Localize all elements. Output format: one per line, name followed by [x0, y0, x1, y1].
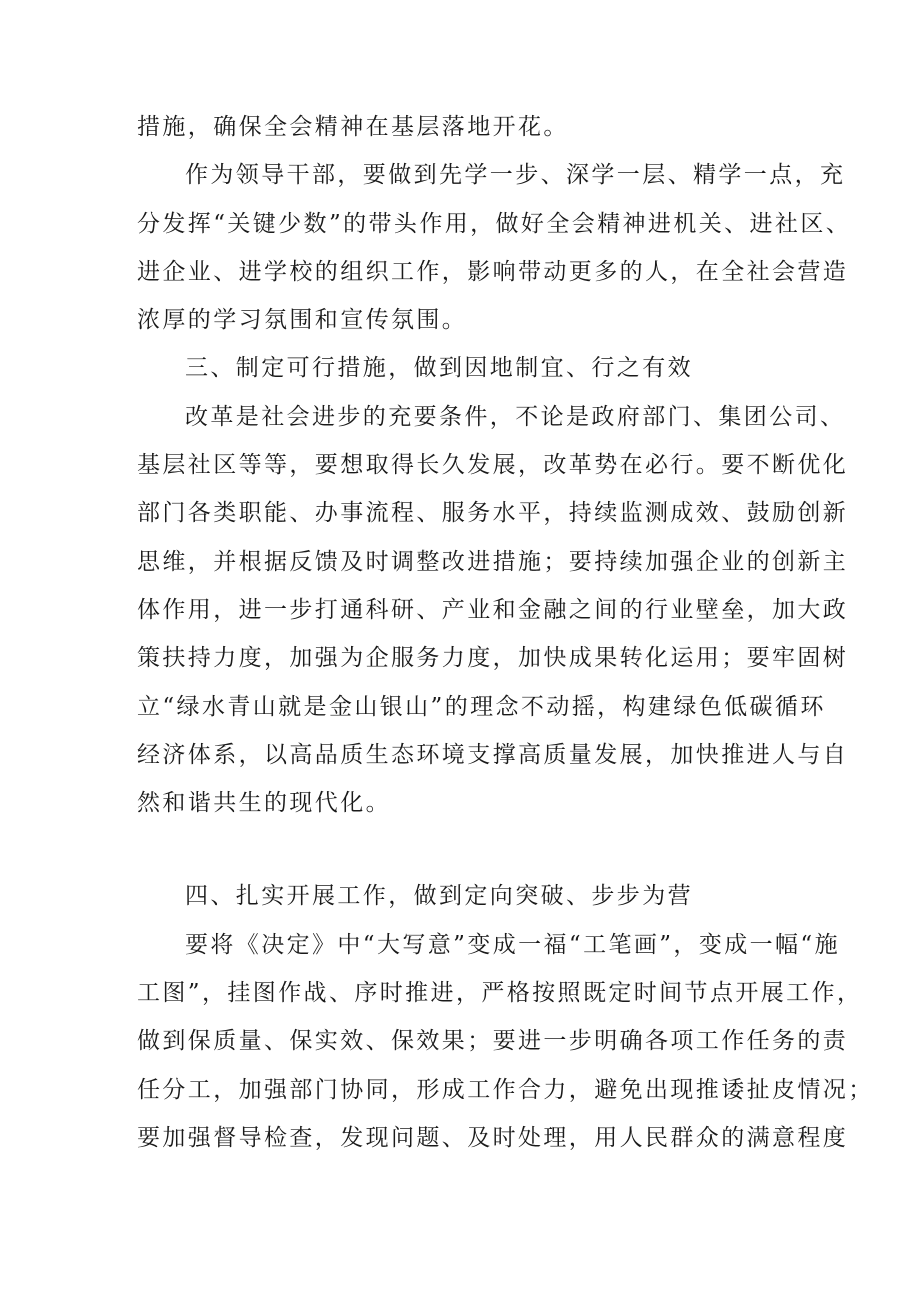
text-line: 体作用，进一步打通科研、产业和金融之间的行业壁垒，加大政	[137, 596, 849, 623]
text-line: 要将《决定》中“大写意”变成一福“工笔画”，变成一幅“施	[185, 931, 840, 958]
document-page	[137, 103, 874, 1162]
section-heading-3: 三、制定可行措施，做到因地制宜、行之有效	[185, 355, 693, 382]
text-line: 进企业、进学校的组织工作，影响带动更多的人，在全社会营造	[137, 258, 849, 285]
text-line: 思维，并根据反馈及时调整改进措施；要持续加强企业的创新主	[137, 548, 849, 575]
paragraph-leaders	[137, 151, 852, 344]
text-line: 部门各类职能、办事流程、服务水平，持续监测成效、鼓励创新	[137, 500, 849, 527]
text-line: 任分工，加强部门协同，形成工作合力，避免出现推诿扯皮情况；	[137, 1076, 874, 1103]
paragraph-reform	[137, 393, 849, 828]
text-line: 作为领导干部，要做到先学一步、深学一层、精学一点，充	[185, 162, 846, 189]
text-line: 然和谐共生的现代化。	[137, 790, 391, 817]
text-line: 策扶持力度，加强为企服务力度，加快成果转化运用；要牢固树	[137, 645, 849, 672]
text-line: 基层社区等等，要想取得长久发展，改革势在必行。要不断优化	[137, 452, 849, 479]
paragraph-gap	[137, 827, 797, 872]
text-line: 做到保质量、保实效、保效果；要进一步明确各项工作任务的责	[137, 1028, 849, 1055]
text-line: 立“绿水青山就是金山银山”的理念不动摇，构建绿色低碳循环	[137, 693, 826, 720]
text-line: 经济体系，以高品质生态环境支撑高质量发展，加快推进人与自	[137, 741, 849, 768]
text-line: 浓厚的学习氛围和宣传氛围。	[137, 307, 468, 334]
text-line: 工图”，挂图作战、序时推进，严格按照既定时间节点开展工作，	[137, 980, 863, 1007]
paragraph-work	[137, 921, 874, 1162]
text-line: 分发挥“关键少数”的带头作用，做好全会精神进机关、进社区、	[137, 210, 852, 237]
section-heading-4: 四、扎实开展工作，做到定向突破、步步为营	[185, 883, 693, 910]
text-line: 措施，确保全会精神在基层落地开花。	[137, 114, 569, 140]
text-line: 要加强督导检查，发现问题、及时处理，用人民群众的满意程度	[137, 1124, 849, 1151]
text-line: 改革是社会进步的充要条件，不论是政府部门、集团公司、	[185, 403, 846, 430]
